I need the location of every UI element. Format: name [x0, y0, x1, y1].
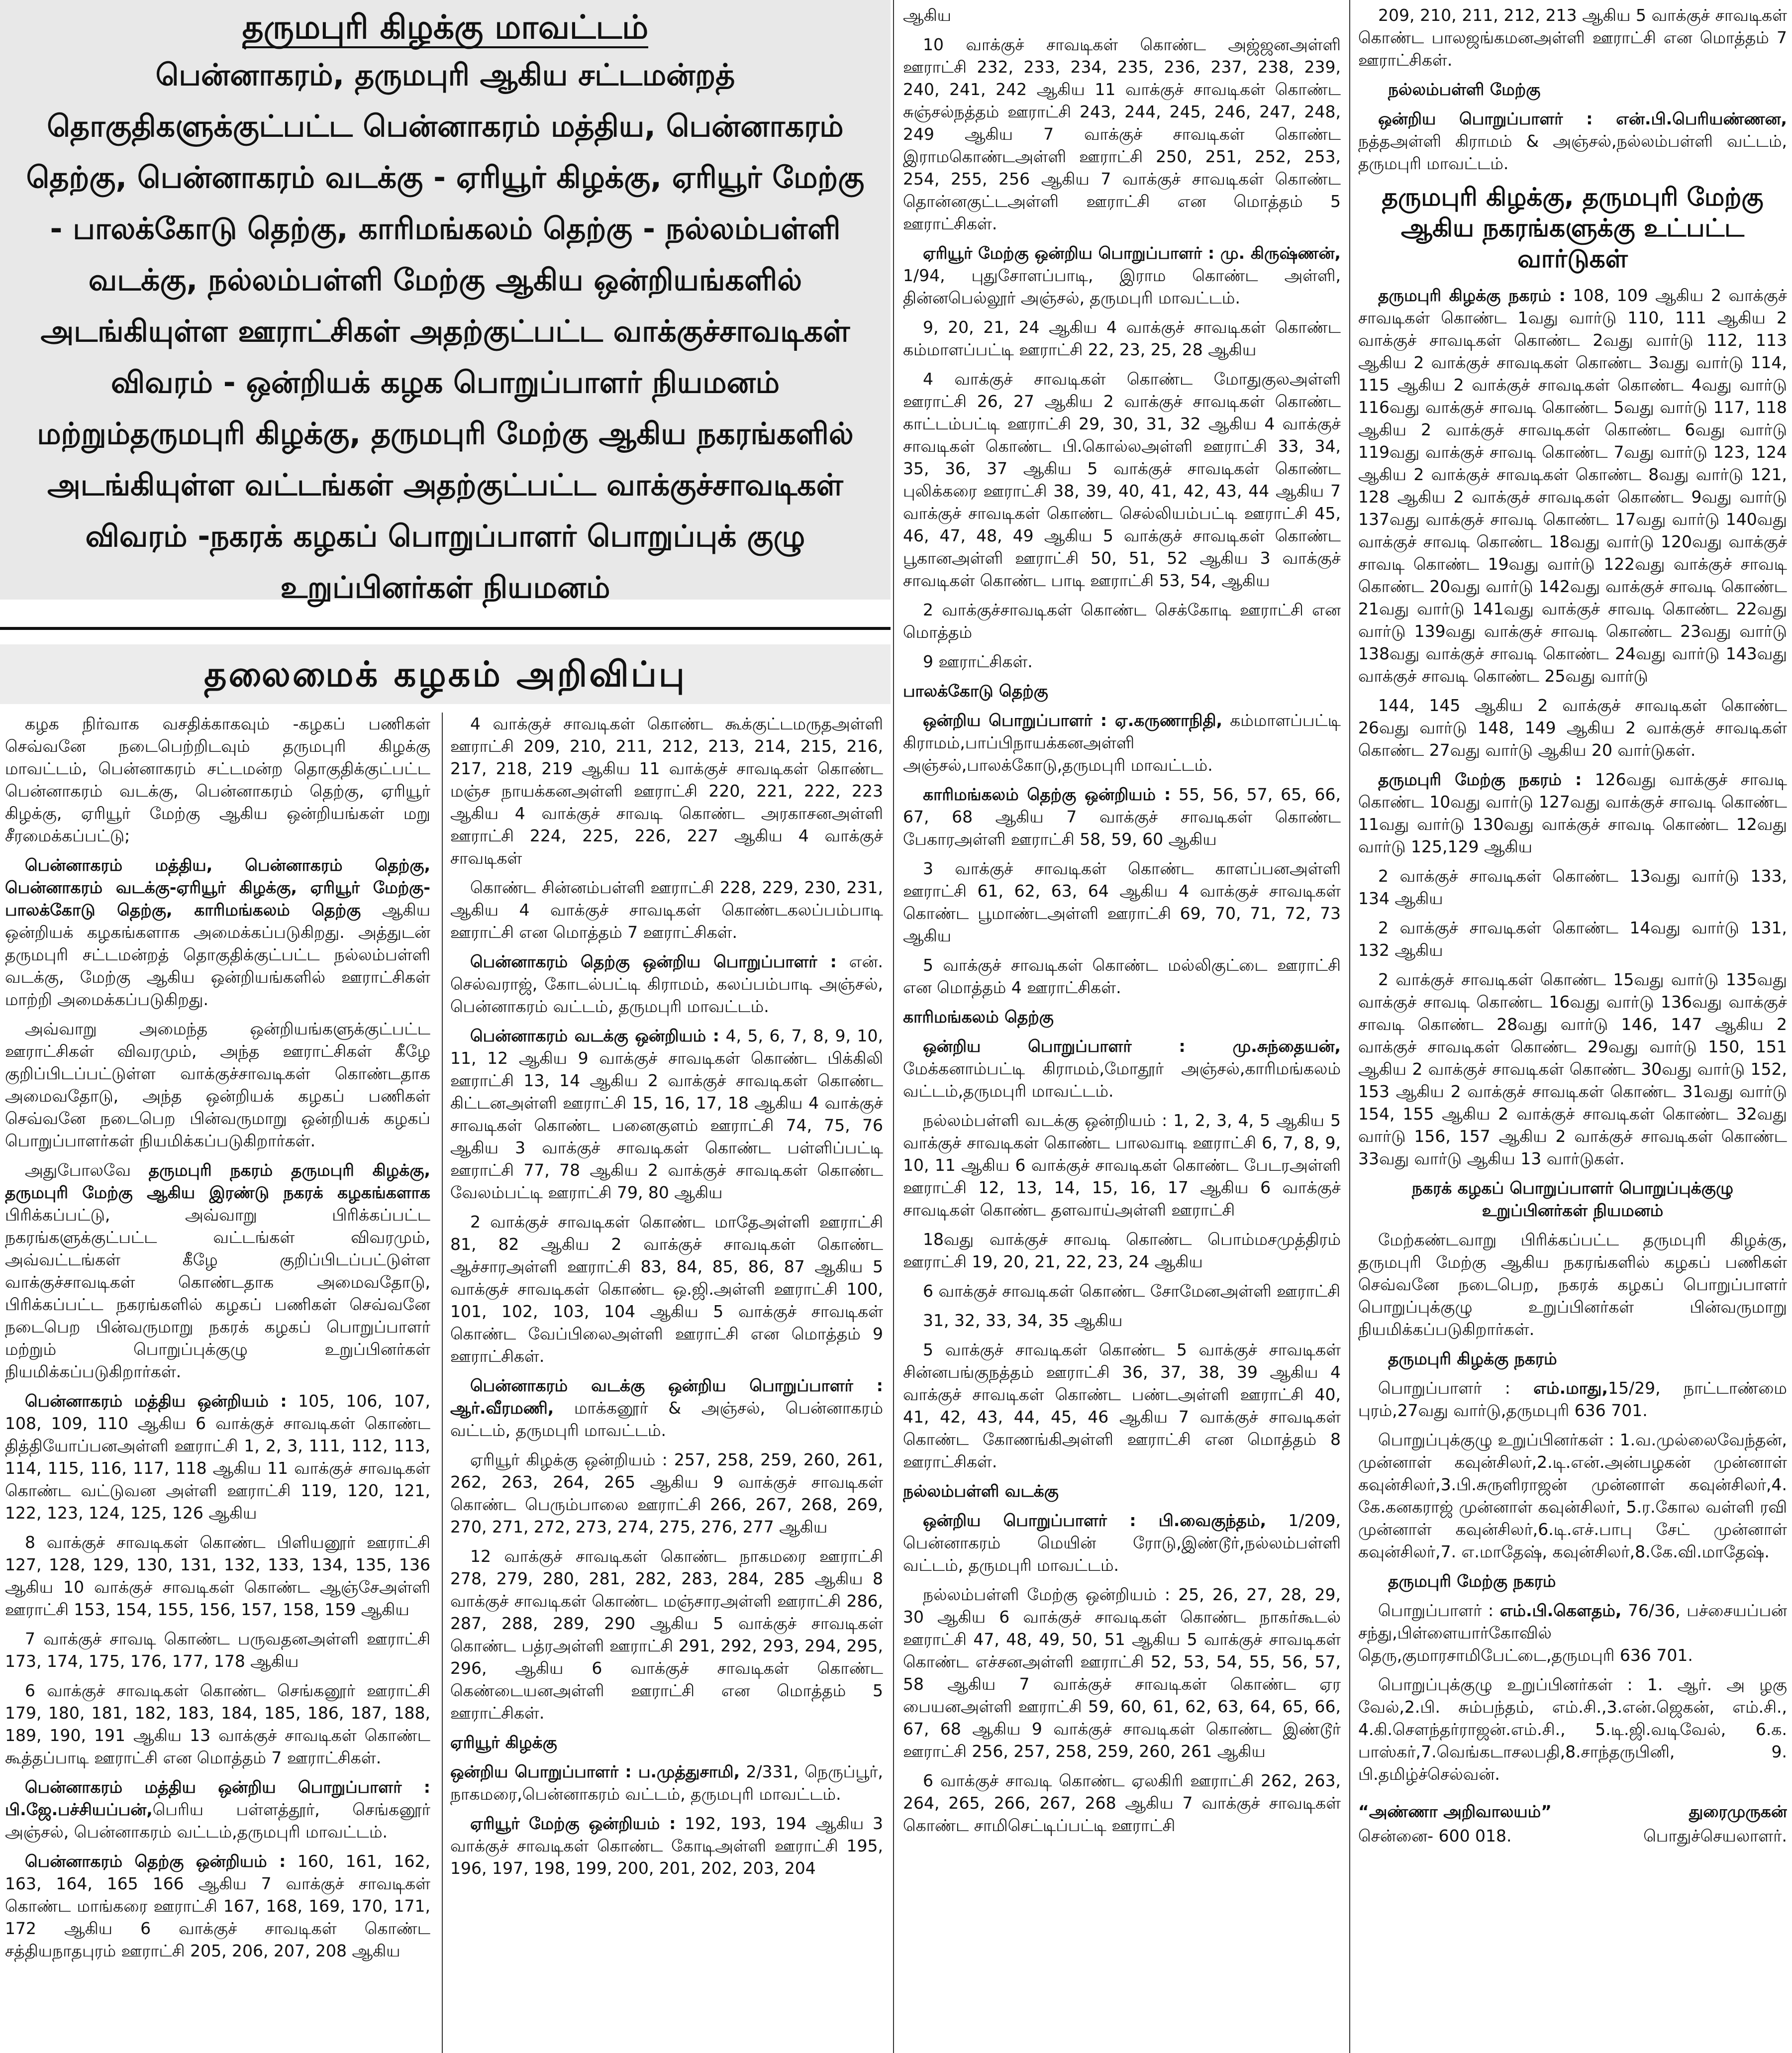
section-label: தருமபுரி மேற்கு நகரம் [1388, 1571, 1556, 1591]
column-divider [442, 713, 443, 2053]
paragraph: பொறுப்புக்குழு உறுப்பினர்கள் : 1. ஆர். அ ழகு வேல்,2.பி. சும்பந்தம், எம்.சி.,3.என்.ஜெகன், எம்.சி., 4.கி.சௌந்தர்ராஜன்.எம்.சி., 5.டி.ஜி.வடிவேல், 6.க. பாஸ்கர்,7.வெங்கடாசலபதி,8.சாந்தருபினி, 9. பி.தமிழ்ச்செல்வன். [1358, 1675, 1787, 1784]
paragraph: 6 வாக்குச் சாவடிகள் கொண்ட செங்கனூர் ஊராட்சி 179, 180, 181, 182, 183, 184, 185, 186, 187, 188, 189, 190, 191 ஆகிய 13 வாக்குச் சாவடிகள் கொண்ட கூத்தப்பாடி ஊராட்சி என மொத்தம் 7 ஊராட்சிகள். [5, 1681, 430, 1767]
paragraph: பென்னாகரம் மத்திய ஒன்றியம் : 105, 106, 107, 108, 109, 110 ஆகிய 6 வாக்குச் சாவடிகள் கொண்ட தித்தியோப்பனஅள்ளி ஊராட்சி 1, 2, 3, 111, 112, 113, 114, 115, 116, 117, 118 ஆகிய 11 வாக்குச் சாவடிகள் கொண்ட வட்டுவன அள்ளி ஊராட்சி 119, 120, 121, 122, 123, 124, 125, 126 ஆகிய [5, 1391, 430, 1523]
announcement-title-box [0, 0, 891, 605]
paragraph: 2 வாக்குச்சாவடிகள் கொண்ட செக்கோடி ஊராட்சி என மொத்தம் [903, 600, 1341, 642]
paragraph: ஒன்றிய பொறுப்பாளர் : என்.பி.பெரியண்ணன, நத்தஅள்ளி கிராமம் & அஞ்சல்,நல்லம்பள்ளி வட்டம், தருமபுரி மாவட்டம். [1358, 109, 1787, 173]
paragraph: ஏரியூர் கிழக்கு ஒன்றியம் : 257, 258, 259, 260, 261, 262, 263, 264, 265 ஆகிய 9 வாக்குச் சாவடிகள் கொண்ட பெரும்பாலை ஊராட்சி 266, 267, 268, 269, 270, 271, 272, 273, 274, 275, 276, 277 ஆகிய [450, 1450, 883, 1537]
column-1 [5, 713, 430, 2051]
paragraph: நல்லம்பள்ளி மேற்கு ஒன்றியம் : 25, 26, 27, 28, 29, 30 ஆகிய 6 வாக்குச் சாவடிகள் கொண்ட நாகர்கூடல் ஊராட்சி 47, 48, 49, 50, 51 ஆகிய 5 வாக்குச் சாவடிகள் கொண்ட எச்சனஅள்ளி ஊராட்சி 52, 53, 54, 55, 56, 57, 58 ஆகிய 7 வாக்குச் சாவடிகள் கொண்ட ஏர பையனஅள்ளி ஊராட்சி 59, 60, 61, 62, 63, 64, 65, 66, 67, 68 ஆகிய 9 வாக்குச் சாவடிகள் கொண்ட இண்டூர் ஊராட்சி 256, 257, 258, 259, 260, 261 ஆகிய [903, 1585, 1341, 1761]
paragraph: பொறுப்புக்குழு உறுப்பினர்கள் : 1.வ.முல்லைவேந்தன், முன்னாள் கவுன்சிலர்,2.டி.என்.அன்பழகன் முன்னாள் கவுன்சிலர்,3.பி.சுருளிராஜன் முன்னாள் கவுன்சிலர்,4. கே.கனகராஜ் முன்னாள் கவுன்சிலர், 5.ர.கோல வள்ளி ரவி முன்னாள் கவுன்சிலர்,6.டி.எச்.பாபு சேட் முன்னாள் கவுன்சிலர்,7. எ.மாதேஷ், கவுன்சிலர்,8.கே.வி.மாதேஷ். [1358, 1430, 1787, 1561]
paragraph: தருமபுரி மேற்கு நகரம் : 126வது வாக்குச் சாவடி கொண்ட 10வது வார்டு 127வது வாக்குச் சாவடி கொண்ட 11வது வார்டு 130வது வாக்குச் சாவடி கொண்ட 12வது வார்டு 125,129 ஆகிய [1358, 770, 1787, 856]
paragraph: பொறுப்பாளர் : எம்.பி.கௌதம், 76/36, பச்சையப்பன் சந்து,பிள்ளையார்கோவில் தெரு,குமாரசாமிபேட்டை,தருமபுரி 636 701. [1358, 1601, 1787, 1665]
paragraph: கழக நிர்வாக வசதிக்காகவும் -கழகப் பணிகள் செவ்வனே நடைபெற்றிடவும் தருமபுரி கிழக்கு மாவட்டம், பென்னாகரம் சட்டமன்ற தொகுதிக்குட்பட்ட பென்னாகரம் வடக்கு, பென்னாகரம் தெற்கு, ஏரியூர் கிழக்கு, ஏரியூர் மேற்கு ஆகிய ஒன்றியங்கள் மறு சீரமைக்கப்பட்டு; [5, 714, 430, 845]
column-divider [893, 0, 894, 2053]
paragraph: பொறுப்பாளர் : எம்.மாது,15/29, நாட்டாண்மை புரம்,27வது வார்டு,தருமபுரி 636 701. [1358, 1378, 1787, 1420]
paragraph: 6 வாக்குச் சாவடிகள் கொண்ட சோமேனஅள்ளி ஊராட்சி [923, 1281, 1341, 1301]
paragraph: 2 வாக்குச் சாவடிகள் கொண்ட மாதேஅள்ளி ஊராட்சி 81, 82 ஆகிய 2 வாக்குச் சாவடிகள் கொண்ட ஆச்சாரஅள்ளி ஊராட்சி 83, 84, 85, 86, 87 ஆகிய 5 வாக்குச் சாவடிகள் கொண்ட ஒ.ஜி.அள்ளி ஊராட்சி 100, 101, 102, 103, 104 ஆகிய 5 வாக்குச் சாவடிகள் கொண்ட வேப்பிலைஅள்ளி ஊராட்சி என மொத்தம் 9 ஊராட்சிகள். [450, 1212, 883, 1366]
paragraph: ஏரியூர் மேற்கு ஒன்றிய பொறுப்பாளர் : மு. கிருஷ்ணன், 1/94, புதுசோளப்பாடி, இராம கொண்ட அள்ளி, தின்னபெல்லூர் அஞ்சல், தருமபுரி மாவட்டம். [903, 243, 1341, 308]
paragraph: ஒன்றிய பொறுப்பாளர் : ப.முத்துசாமி, 2/331, நெருப்பூர், நாகமரை,பென்னாகரம் வட்டம், தருமபுரி மாவட்டம். [450, 1762, 883, 1804]
paragraph: 4 வாக்குச் சாவடிகள் கொண்ட மோதுகுலஅள்ளி ஊராட்சி 26, 27 ஆகிய 2 வாக்குச் சாவடிகள் கொண்ட காட்டம்பட்டி ஊராட்சி 29, 30, 31, 32 ஆகிய 4 வாக்குச் சாவடிகள் கொண்ட பி.கொல்லஅள்ளி ஊராட்சி 33, 34, 35, 36, 37 ஆகிய 5 வாக்குச் சாவடிகள் கொண்ட புலிக்கரை ஊராட்சி 38, 39, 40, 41, 42, 43, 44 ஆகிய 7 வாக்குச் சாவடிகள் கொண்ட செல்லியம்பட்டி ஊராட்சி 45, 46, 47, 48, 49 ஆகிய 5 வாக்குச் சாவடிகள் கொண்ட பூகானஅள்ளி ஊராட்சி 50, 51, 52 ஆகிய 3 வாக்குச் சாவடிகள் கொண்ட பாடி ஊராட்சி 53, 54, ஆகிய [903, 369, 1341, 590]
paragraph: 31, 32, 33, 34, 35 ஆகிய [923, 1311, 1123, 1330]
paragraph: 2 வாக்குச் சாவடிகள் கொண்ட 15வது வார்டு 135வது வாக்குச் சாவடி கொண்ட 16வது வார்டு 136வது வாக்குச் சாவடி கொண்ட 28வது வார்டு 146, 147 ஆகிய 2 வாக்குச் சாவடிகள் கொண்ட 29வது வார்டு 150, 151 ஆகிய 2 வாக்குச் சாவடிகள் கொண்ட 30வது வார்டு 152, 153 ஆகிய 2 வாக்குச் சாவடிகள் கொண்ட 31வது வார்டு 154, 155 ஆகிய 2 வாக்குச் சாவடிகள் கொண்ட 32வது வார்டு 156, 157 ஆகிய 2 வாக்குச் சாவடிகள் கொண்ட 33வது வார்டு ஆகிய 13 வார்டுகள். [1358, 970, 1787, 1168]
paragraph: ஒன்றிய பொறுப்பாளர் : ஏ.கருணாநிதி, கம்மாளப்பட்டி கிராமம்,பாப்பிநாயக்கனஅள்ளி அஞ்சல்,பாலக்கோடு,தருமபுரி மாவட்டம். [903, 711, 1341, 775]
column-divider [1349, 0, 1350, 2053]
signature-block-line2 [1358, 1825, 1787, 1847]
paragraph: 8 வாக்குச் சாவடிகள் கொண்ட பிளியனூர் ஊராட்சி 127, 128, 129, 130, 131, 132, 133, 134, 135, 136 ஆகிய 10 வாக்குச் சாவடிகள் கொண்ட ஆஞ்சேஅள்ளி ஊராட்சி 153, 154, 155, 156, 157, 158, 159 ஆகிய [5, 1533, 430, 1619]
paragraph: பென்னாகரம் வடக்கு ஒன்றிய பொறுப்பாளர் : ஆர்.வீரமணி, மாக்கனூர் & அஞ்சல், பென்னாகரம் வட்டம், தருமபுரி மாவட்டம். [450, 1376, 883, 1440]
paragraph: அதுபோலவே தருமபுரி நகரம் தருமபுரி கிழக்கு, தருமபுரி மேற்கு ஆகிய இரண்டு நகரக் கழகங்களாக பிரிக்கப்பட்டு, அவ்வாறு பிரிக்கப்பட்ட நகரங்களுக்குட்பட்ட வட்டங்கள் விவரமும், அவ்வட்டங்கள் கீழே குறிப்பிடப்பட்டுள்ள வாக்குச்சாவடிகள் கொண்டதாக அமைவதோடு, பிரிக்கப்பட்ட நகரங்களில் கழகப் பணிகள் செவ்வனே நடைபெற பின்வருமாறு நகரக் கழகப் பொறுப்பாளர் மற்றும் பொறுப்புக்குழு உறுப்பினர்கள் நியமிக்கப்படுகிறார்கள். [5, 1160, 430, 1381]
paragraph: 2 வாக்குச் சாவடிகள் கொண்ட 13வது வார்டு 133, 134 ஆகிய [1358, 866, 1787, 908]
section-label: பாலக்கோடு தெற்கு [903, 681, 1048, 701]
paragraph: நல்லம்பள்ளி வடக்கு ஒன்றியம் : 1, 2, 3, 4, 5 ஆகிய 5 வாக்குச் சாவடிகள் கொண்ட பாலவாடி ஊராட்சி 6, 7, 8, 9, 10, 11 ஆகிய 6 வாக்குச் சாவடிகள் கொண்ட பேடரஅள்ளி ஊராட்சி 12, 13, 14, 15, 16, 17 ஆகிய 6 வாக்குச் சாவடிகள் கொண்ட தளவாய்அள்ளி ஊராட்சி [903, 1111, 1341, 1220]
paragraph: 9 ஊராட்சிகள். [923, 652, 1033, 671]
paragraph: தருமபுரி கிழக்கு நகரம் : 108, 109 ஆகிய 2 வாக்குச் சாவடிகள் கொண்ட 1வது வார்டு 110, 111 ஆகிய 2 வாக்குச் சாவடிகள் கொண்ட 2வது வார்டு 112, 113 ஆகிய 2 வாக்குச் சாவடிகள் கொண்ட 3வது வார்டு 114, 115 ஆகிய 2 வாக்குச் சாவடிகள் கொண்ட 4வது வார்டு 116வது வாக்குச் சாவடி கொண்ட 5வது வார்டு 117, 118 ஆகிய 2 வாக்குச் சாவடிகள் கொண்ட 6வது வார்டு 119வது வாக்குச் சாவடி கொண்ட 7வது வார்டு 123, 124 ஆகிய 2 வாக்குச் சாவடிகள் கொண்ட 8வது வார்டு 121, 128 ஆகிய 2 வாக்குச் சாவடிகள் கொண்ட 9வது வார்டு 137வது வாக்குச் சாவடி கொண்ட 17வது வார்டு 140வது வாக்குச் சாவடி கொண்ட 18வது வார்டு 120வது வாக்குச் சாவடி கொண்ட 19வது வார்டு 122வது வாக்குச் சாவடி கொண்ட 20வது வார்டு 142வது வாக்குச் சாவடி கொண்ட 21வது வார்டு 141வது வாக்குச் சாவடி கொண்ட 22வது வார்டு 139வது வாக்குச் சாவடி கொண்ட 23வது வார்டு 138வது வாக்குச் சாவடி கொண்ட 24வது வார்டு 143வது வாக்குச் சாவடி கொண்ட 25வது வார்டு [1358, 286, 1787, 686]
paragraph: கொண்ட சின்னம்பள்ளி ஊராட்சி 228, 229, 230, 231, ஆகிய 4 வாக்குச் சாவடிகள் கொண்டகலப்பம்பாடி ஊராட்சி என மொத்தம் 7 ஊராட்சிகள். [450, 878, 883, 942]
paragraph: 5 வாக்குச் சாவடிகள் கொண்ட மல்லிகுட்டை ஊராட்சி என மொத்தம் 4 ஊராட்சிகள். [903, 955, 1341, 997]
paragraph: ஆகிய [903, 5, 952, 25]
column-3 [903, 4, 1341, 2051]
paragraph: பென்னாகரம் மத்திய ஒன்றிய பொறுப்பாளர் : பி.ஜே.பச்சியப்பன்,பெரிய பள்ளத்தூர், செங்கனூர் அஞ்சல், பென்னாகரம் வட்டம்,தருமபுரி மாவட்டம். [5, 1777, 430, 1842]
paragraph: ஒன்றிய பொறுப்பாளர் : மு.சுந்தையன், மேக்கனாம்பட்டி கிராமம்,மோதூர் அஞ்சல்,காரிமங்கலம் வட்டம்,தருமபுரி மாவட்டம். [903, 1036, 1341, 1101]
title-separator [0, 627, 891, 630]
signature-block [1358, 1800, 1787, 1823]
paragraph: 4 வாக்குச் சாவடிகள் கொண்ட கூக்குட்டமருதஅள்ளி ஊராட்சி 209, 210, 211, 212, 213, 214, 215, 216, 217, 218, 219 ஆகிய 11 வாக்குச் சாவடிகள் கொண்ட மஞ்ச நாயக்கனஅள்ளி ஊராட்சி 220, 221, 222, 223 ஆகிய 4 வாக்குச் சாவடி கொண்ட அரகாசனஅள்ளி ஊராட்சி 224, 225, 226, 227 ஆகிய 4 வாக்குச் சாவடிகள் [450, 714, 883, 868]
paragraph: 3 வாக்குச் சாவடிகள் கொண்ட காளப்பனஅள்ளி ஊராட்சி 61, 62, 63, 64 ஆகிய 4 வாக்குச் சாவடிகள் கொண்ட பூமாண்டஅள்ளி ஊராட்சி 69, 70, 71, 72, 73 ஆகிய [903, 859, 1341, 945]
column-4 [1358, 4, 1787, 2051]
paragraph: 18வது வாக்குச் சாவடி கொண்ட பொம்மசமுத்திரம் ஊராட்சி 19, 20, 21, 22, 23, 24 ஆகிய [903, 1230, 1341, 1271]
committee-heading: நகரக் கழகப் பொறுப்பாளர் பொறுப்புக்குழு உறுப்பினர்கள் நியமனம் [1411, 1178, 1734, 1220]
paragraph: ஏரியூர் மேற்கு ஒன்றியம் : 192, 193, 194 ஆகிய 3 வாக்குச் சாவடிகள் கொண்ட கோடிஅள்ளி ஊராட்சி 195, 196, 197, 198, 199, 200, 201, 202, 203, 204 [450, 1814, 883, 1878]
paragraph: 9, 20, 21, 24 ஆகிய 4 வாக்குச் சாவடிகள் கொண்ட கம்மாளப்பட்டி ஊராட்சி 22, 23, 25, 28 ஆகிய [903, 317, 1341, 359]
paragraph: 10 வாக்குச் சாவடிகள் கொண்ட அஜ்ஜனஅள்ளி ஊராட்சி 232, 233, 234, 235, 236, 237, 238, 239, 240, 241, 242 ஆகிய 11 வாக்குச் சாவடிகள் கொண்ட சுஞ்சல்நத்தம் ஊராட்சி 243, 244, 245, 246, 247, 248, 249 ஆகிய 7 வாக்குச் சாவடிகள் கொண்ட இராமகொண்டஅள்ளி ஊராட்சி 250, 251, 252, 253, 254, 255, 256 ஆகிய 7 வாக்குச் சாவடிகள் கொண்ட தொன்னகுட்டஅள்ளி ஊராட்சி என மொத்தம் 5 ஊராட்சிகள். [903, 35, 1341, 233]
signatory-name: துரைமுருகன் [1689, 1802, 1787, 1821]
paragraph: 12 வாக்குச் சாவடிகள் கொண்ட நாகமரை ஊராட்சி 278, 279, 280, 281, 282, 283, 284, 285 ஆகிய 8 வாக்குச் சாவடிகள் கொண்ட மஞ்சாரஅள்ளி ஊராட்சி 286, 287, 288, 289, 290 ஆகிய 5 வாக்குச் சாவடிகள் கொண்ட பத்ரஅள்ளி ஊராட்சி 291, 292, 293, 294, 295, 296, ஆகிய 6 வாக்குச் சாவடிகள் கொண்ட கெண்டையனஅள்ளி ஊராட்சி என மொத்தம் 5 ஊராட்சிகள். [450, 1546, 883, 1723]
section-label: காரிமங்கலம் தெற்கு [903, 1007, 1054, 1026]
section-label: நல்லம்பள்ளி மேற்கு [1388, 80, 1541, 99]
paragraph: ஒன்றிய பொறுப்பாளர் : பி.வைகுந்தம், 1/209, பென்னாகரம் மெயின் ரோடு,இண்டூர்,நல்லம்பள்ளி வட்டம், தருமபுரி மாவட்டம். [903, 1511, 1341, 1575]
paragraph: 7 வாக்குச் சாவடி கொண்ட பருவதனஅள்ளி ஊராட்சி 173, 174, 175, 176, 177, 178 ஆகிய [5, 1629, 430, 1671]
paragraph: அவ்வாறு அமைந்த ஒன்றியங்களுக்குட்பட்ட ஊராட்சிகள் விவரமும், அந்த ஊராட்சிகள் கீழே குறிப்பிடப்பட்டுள்ள வாக்குச்சாவடிகள் கொண்டதாக அமைவதோடு, அந்த ஒன்றியக் கழகப் பணிகள் செவ்வனே நடைபெற பின்வருமாறு ஒன்றியக் கழகப் பொறுப்பாளர்கள் நியமிக்கப்படுகிறார்கள். [5, 1019, 430, 1150]
column-2 [450, 713, 883, 2051]
section-label: தருமபுரி கிழக்கு நகரம் [1388, 1349, 1557, 1368]
office-name: “அண்ணா அறிவாலயம்” [1358, 1802, 1552, 1821]
paragraph: 6 வாக்குச் சாவடி கொண்ட ஏலகிரி ஊராட்சி 262, 263, 264, 265, 266, 267, 268 ஆகிய 7 வாக்குச் சாவடிகள் கொண்ட சாமிசெட்டிப்பட்டி ஊராட்சி [903, 1771, 1341, 1835]
paragraph: 5 வாக்குச் சாவடிகள் கொண்ட 5 வாக்குச் சாவடிகள் சின்னபங்குநத்தம் ஊராட்சி 36, 37, 38, 39 ஆகிய 4 வாக்குச் சாவடிகள் கொண்ட பண்டஅள்ளி ஊராட்சி 40, 41, 42, 43, 44, 45, 46 ஆகிய 7 வாக்குச் சாவடிகள் கொண்ட கோணங்கிஅள்ளி ஊராட்சி என மொத்தம் 8 ஊராட்சிகள். [903, 1340, 1341, 1471]
paragraph: 144, 145 ஆகிய 2 வாக்குச் சாவடிகள் கொண்ட 26வது வார்டு 148, 149 ஆகிய 2 வாக்குச் சாவடிகள் கொண்ட 27வது வார்டு ஆகிய 20 வார்டுகள். [1358, 696, 1787, 760]
paragraph: மேற்கண்டவாறு பிரிக்கப்பட்ட தருமபுரி கிழக்கு, தருமபுரி மேற்கு ஆகிய நகரங்களில் கழகப் பணிகள் செவ்வனே நடைபெற, நகரக் கழகப் பொறுப்பாளர் பொறுப்புக்குழு உறுப்பினர்கள் பின்வருமாறு நியமிக்கப்படுகிறார்கள். [1358, 1230, 1787, 1339]
paragraph: 209, 210, 211, 212, 213 ஆகிய 5 வாக்குச் சாவடிகள் கொண்ட பாலஜங்கமனஅள்ளி ஊராட்சி என மொத்தம் 7 ஊராட்சிகள். [1358, 5, 1787, 70]
signatory-title: பொதுச்செயலாளர். [1643, 1826, 1787, 1846]
paragraph: காரிமங்கலம் தெற்கு ஒன்றியம் : 55, 56, 57, 65, 66, 67, 68 ஆகிய 7 வாக்குச் சாவடிகள் கொண்ட பேகாரஅள்ளி ஊராட்சி 58, 59, 60 ஆகிய [903, 785, 1341, 849]
wards-subheading: தருமபுரி கிழக்கு, தருமபுரி மேற்கு ஆகிய நகரங்களுக்கு உட்பட்ட வார்டுகள் [1382, 183, 1764, 273]
paragraph: பென்னாகரம் தெற்கு ஒன்றிய பொறுப்பாளர் : என். செல்வராஜ், கோடல்பட்டி கிராமம், கலப்பம்பாடி அஞ்சல், பென்னாகரம் வட்டம், தருமபுரி மாவட்டம். [450, 952, 883, 1016]
paragraph: பென்னாகரம் வடக்கு ஒன்றியம் : 4, 5, 6, 7, 8, 9, 10, 11, 12 ஆகிய 9 வாக்குச் சாவடிகள் கொண்ட பிக்கிலி ஊராட்சி 13, 14 ஆகிய 2 வாக்குச் சாவடிகள் கொண்ட கிட்டனஅள்ளி ஊராட்சி 15, 16, 17, 18 ஆகிய 4 வாக்குச் சாவடிகள் கொண்ட பனைகுளம் ஊராட்சி 74, 75, 76 ஆகிய 3 வாக்குச் சாவடிகள் கொண்ட பள்ளிப்பட்டி ஊராட்சி 77, 78 ஆகிய 2 வாக்குச் சாவடிகள் கொண்ட வேலம்பட்டி ஊராட்சி 79, 80 ஆகிய [450, 1026, 883, 1202]
section-label: ஏரியூர் கிழக்கு [450, 1733, 557, 1752]
paragraph: பென்னாகரம் தெற்கு ஒன்றியம் : 160, 161, 162, 163, 164, 165 166 ஆகிய 7 வாக்குச் சாவடிகள் கொண்ட மாங்கரை ஊராட்சி 167, 168, 169, 170, 171, 172 ஆகிய 6 வாக்குச் சாவடிகள் கொண்ட சத்தியநாதபுரம் ஊராட்சி 205, 206, 207, 208 ஆகிய [5, 1851, 430, 1960]
section-label: நல்லம்பள்ளி வடக்கு [903, 1481, 1059, 1501]
announcement-subtitle: பென்னாகரம், தருமபுரி ஆகிய சட்டமன்றத் தொகுதிகளுக்குட்பட்ட பென்னாகரம் மத்திய, பென்னாகரம் தெற்கு, பென்னாகரம் வடக்கு - ஏரியூர் கிழக்கு, ஏரியூர் மேற்கு - பாலக்கோடு தெற்கு, காரிமங்கலம் தெற்கு - நல்லம்பள்ளி வடக்கு, நல்லம்பள்ளி மேற்கு ஆகிய ஒன்றியங்களில் அடங்கியுள்ள ஊராட்சிகள் அதற்குட்பட்ட வாக்குச்சாவடிகள் விவரம் - ஒன்றியக் கழக பொறுப்பாளர் நியமனம் மற்றும்தருமபுரி கிழக்கு, தருமபுரி மேற்கு ஆகிய நகரங்களில் அடங்கியுள்ள வட்டங்கள் அதற்குட்பட்ட வாக்குச்சாவடிகள் விவரம் -நகரக் கழகப் பொறுப்பாளர் பொறுப்புக் குழு உறுப்பினர்கள் நியமனம் [26, 58, 865, 605]
office-city: சென்னை- 600 018. [1358, 1826, 1512, 1846]
paragraph: 2 வாக்குச் சாவடிகள் கொண்ட 14வது வார்டு 131, 132 ஆகிய [1358, 918, 1787, 960]
notice-heading: தலைமைக் கழகம் அறிவிப்பு [0, 644, 891, 704]
paragraph: பென்னாகரம் மத்திய, பென்னாகரம் தெற்கு, பென்னாகரம் வடக்கு-ஏரியூர் கிழக்கு, ஏரியூர் மேற்கு-பாலக்கோடு தெற்கு, காரிமங்கலம் தெற்கு ஆகிய ஒன்றியக் கழகங்களாக அமைக்கப்படுகிறது. அத்துடன் தருமபுரி சட்டமன்றத் தொகுதிக்குட்பட்ட நல்லம்பள்ளி வடக்கு, மேற்கு ஆகிய ஒன்றியங்களில் ஊராட்சிகள் மாற்றி அமைக்கப்படுகிறது. [5, 855, 430, 1009]
district-title: தருமபுரி கிழக்கு மாவட்டம் [0, 0, 891, 50]
